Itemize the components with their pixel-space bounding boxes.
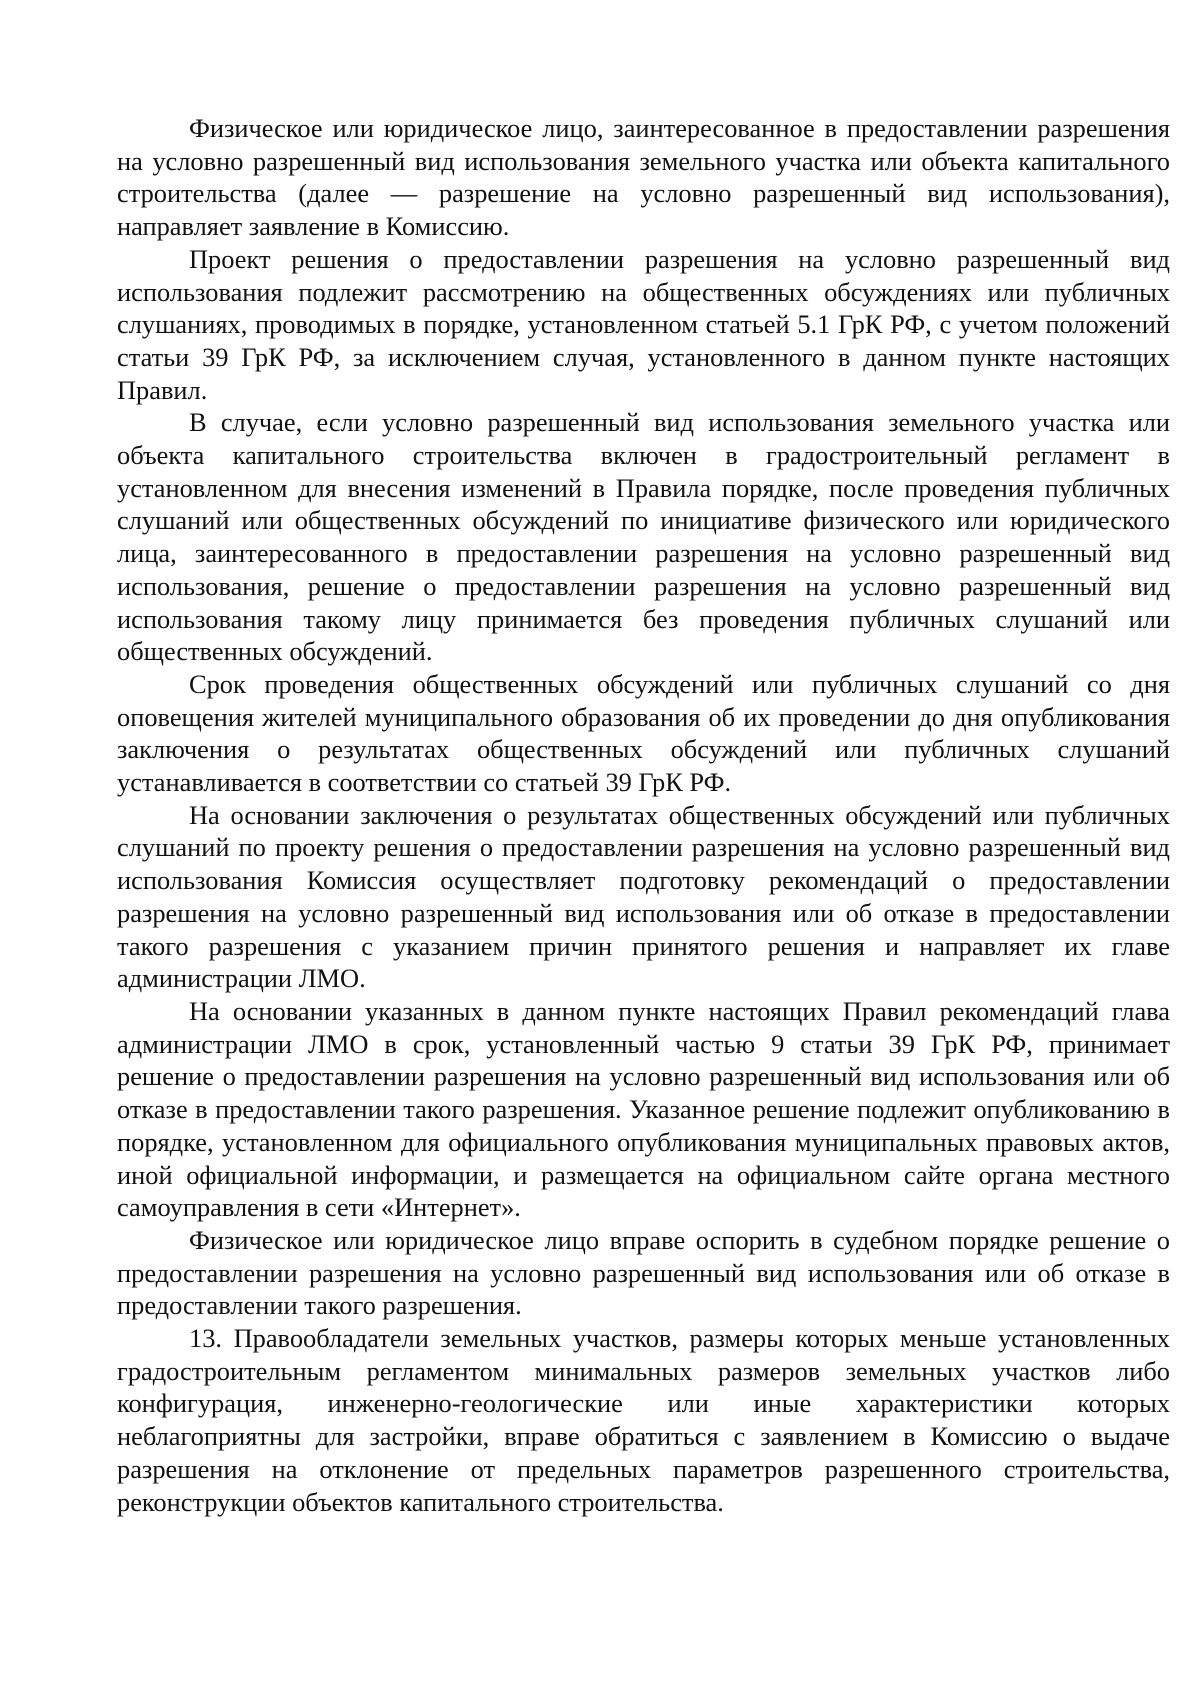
document-body [117, 112, 1170, 1518]
paragraph-commission-recommendations: На основании заключения о результатах общественных обсуждений или публичных слушаний по проекту решения о предоставлении разрешения на условно разрешенный вид использования Комиссия осуществляет подготовку рекомендаций о предоставлении разрешения на условно разрешенный вид использования или об отказе в предоставлении такого разрешения с указанием причин принятого решения и направляет их главе администрации ЛМО. [117, 799, 1170, 994]
paragraph-applicant-request: Физическое или юридическое лицо, заинтересованное в предоставлении разрешения на условно разрешенный вид использования земельного участка или объекта капитального строительства (далее — разрешение на условно разрешенный вид использования), направляет заявление в Комиссию. [117, 113, 1170, 242]
paragraph-head-decision: На основании указанных в данном пункте настоящих Правил рекомендаций глава администрации ЛМО в срок, установленный частью 9 статьи 39 ГрК РФ, принимает решение о предоставлении разрешения на условно разрешенный вид использования или об отказе в предоставлении такого разрешения. Указанное решение подлежит опубликованию в порядке, установленном для официального опубликования муниципальных правовых актов, иной официальной информации, и размещается на официальном сайте органа местного самоуправления в сети «Интернет». [117, 995, 1170, 1223]
paragraph-item-13: 13. Правообладатели земельных участков, размеры которых меньше установленных градостроительным регламентом минимальных размеров земельных участков либо конфигурация, инженерно-геологические или иные характеристики которых неблагоприятны для застройки, вправе обратиться с заявлением в Комиссию о выдаче разрешения на отклонение от предельных параметров разрешенного строительства, реконструкции объектов капитального строительства. [117, 1323, 1170, 1517]
paragraph-hearing-period: Срок проведения общественных обсуждений или публичных слушаний со дня оповещения жителей муниципального образования об их проведении до дня опубликования заключения о результатах общественных обсуждений или публичных слушаний устанавливается в соответствии со статьей 39 ГрК РФ. [117, 668, 1170, 798]
paragraph-court-appeal: Физическое или юридическое лицо вправе оспорить в судебном порядке решение о предоставлении разрешения на условно разрешенный вид использования или об отказе в предоставлении такого разрешения. [117, 1224, 1170, 1321]
paragraph-regulation-inclusion: В случае, если условно разрешенный вид использования земельного участка или объекта капитального строительства включен в градостроительный регламент в установленном для внесения изменений в Правила порядке, после проведения публичных слушаний или общественных обсуждений по инициативе физического или юридического лица, заинтересованного в предоставлении разрешения на условно разрешенный вид использования, решение о предоставлении разрешения на условно разрешенный вид использования такому лицу принимается без проведения публичных слушаний или общественных обсуждений. [117, 407, 1170, 667]
paragraph-project-review: Проект решения о предоставлении разрешения на условно разрешенный вид использования подлежит рассмотрению на общественных обсуждениях или публичных слушаниях, проводимых в порядке, установленном статьей 5.1 ГрК РФ, с учетом положений статьи 39 ГрК РФ, за исключением случая, установленного в данном пункте настоящих Правил. [117, 243, 1170, 405]
